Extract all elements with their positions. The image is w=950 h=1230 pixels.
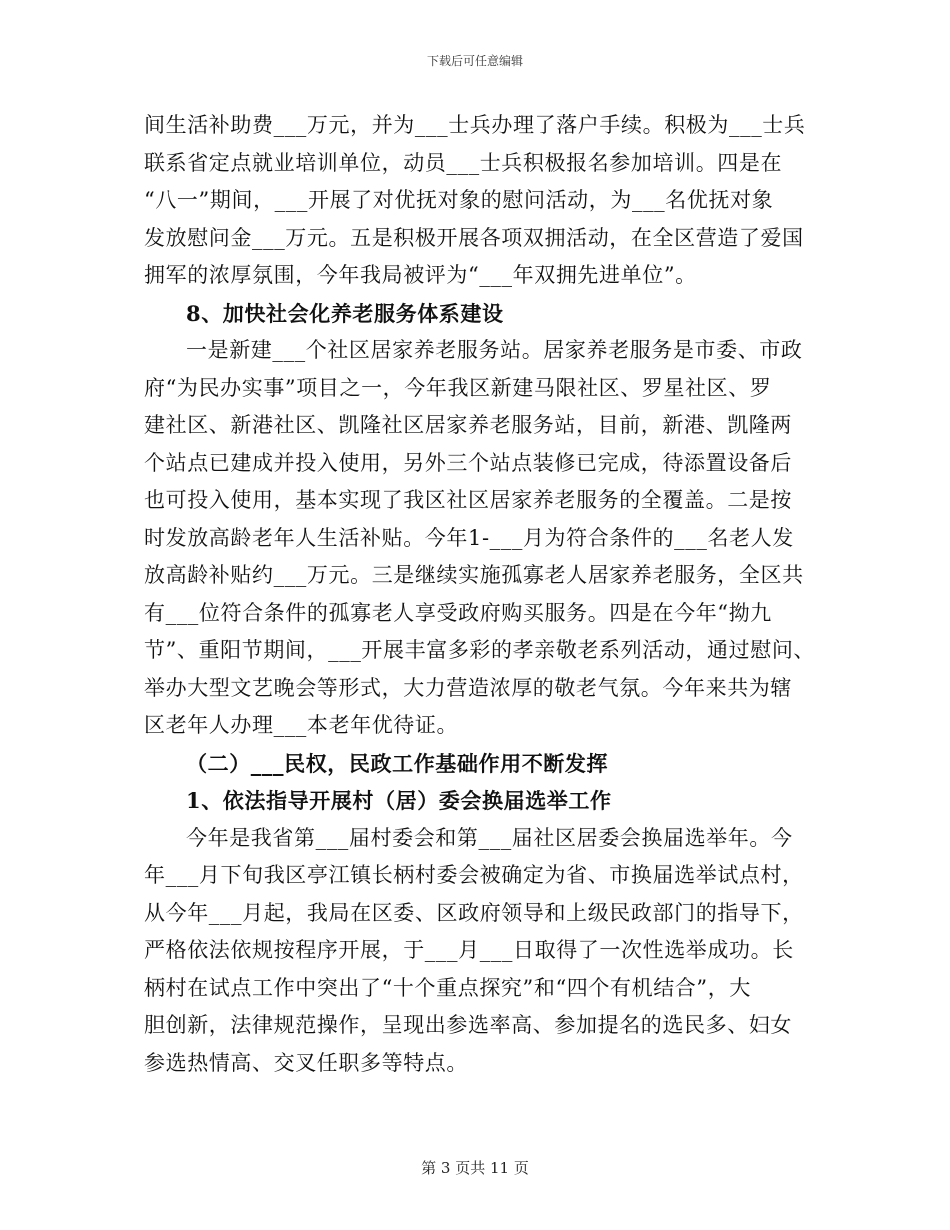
document-body [144, 107, 824, 1082]
body-line: 也可投入使用，基本实现了我区社区居家养老服务的全覆盖。二是按 [144, 488, 792, 512]
body-line: 拥军的浓厚氛围，今年我局被评为“___年双拥先进单位”。 [144, 263, 697, 287]
body-line: 放高龄补贴约___万元。三是继续实施孤寡老人居家养老服务，全区共 [144, 563, 804, 587]
body-line: 年___月下旬我区亭江镇长柄村委会被确定为省、市换届选举试点村， [144, 863, 804, 887]
section-heading: 8、加快社会化养老服务体系建设 [186, 300, 504, 326]
subsection-heading: 1、依法指导开展村（居）委会换届选举工作 [186, 788, 612, 813]
body-line: 举办大型文艺晚会等形式，大力营造浓厚的敬老气氛。今年来共为辖 [144, 675, 792, 700]
body-line: 区老年人办理___本老年优待证。 [144, 713, 459, 737]
body-line: 时发放高龄老年人生活补贴。今年1-___月为符合条件的___名老人发 [144, 525, 794, 550]
body-line: 从今年___月起，我局在区委、区政府领导和上级民政部门的指导下， [144, 900, 804, 925]
page-footer: 第 3 页共 11 页 [421, 1159, 529, 1177]
body-line: 柄村在试点工作中突出了“十个重点探究”和“四个有机结合”，大 [144, 975, 751, 1000]
body-line: 今年是我省第___届村委会和第___届社区居委会换届选举年。今 [186, 825, 793, 850]
body-line: 联系省定点就业培训单位，动员___士兵积极报名参加培训。四是在 [144, 150, 783, 175]
body-line: 节”、重阳节期间，___开展丰富多彩的孝亲敬老系列活动，通过慰问、 [144, 638, 816, 662]
body-line: 一是新建___个社区居家养老服务站。居家养老服务是市委、市政 [186, 338, 803, 362]
body-line: 建社区、新港社区、凯隆社区居家养老服务站，目前，新港、凯隆两 [144, 413, 792, 437]
body-line: “八一”期间，___开展了对优抚对象的慰问活动，为___名优抚对象 [144, 188, 774, 212]
body-line: 府“为民办实事”项目之一，今年我区新建马限社区、罗星社区、罗 [144, 375, 772, 400]
body-line: 胆创新，法律规范操作，呈现出参选率高、参加提名的选民多、妇女 [144, 1013, 792, 1037]
body-line: 参选热情高、交叉任职多等特点。 [144, 1050, 468, 1075]
body-line: 发放慰问金___万元。五是积极开展各项双拥活动，在全区营造了爱国 [144, 225, 804, 250]
body-line: 个站点已建成并投入使用，另外三个站点装修已完成，待添置设备后 [144, 450, 792, 475]
page-header: 下载后可任意编辑 [426, 54, 523, 68]
body-line: 有___位符合条件的孤寡老人享受政府购买服务。四是在今年“拗九 [144, 600, 772, 625]
body-line: 严格依法依规按程序开展，于___月___日取得了一次性选举成功。长 [144, 938, 794, 962]
body-line: 间生活补助费___万元，并为___士兵办理了落户手续。积极为___士兵 [144, 113, 806, 137]
section-heading: （二）___民权，民政工作基础作用不断发挥 [186, 750, 609, 776]
